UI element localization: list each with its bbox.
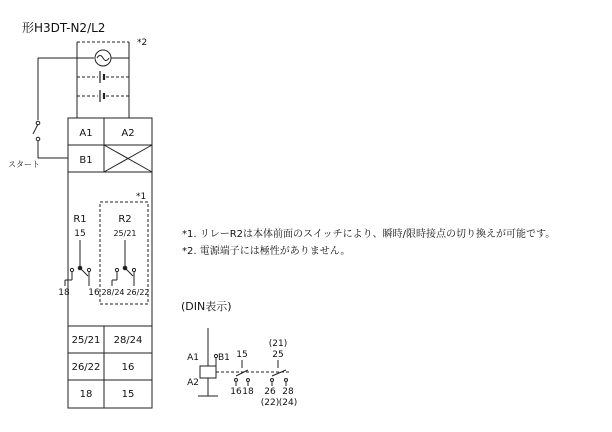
terminal-cell: 18 [79, 389, 93, 400]
relay-r2-no: 26/22 [126, 288, 150, 297]
terminal-cell: 15 [121, 389, 135, 400]
terminal-cell: 25/21 [71, 335, 101, 346]
relay-r1-no: 16 [88, 288, 100, 298]
din-15: 15 [236, 350, 248, 360]
switch-lever-icon [33, 124, 38, 134]
terminal-cell: 28/24 [113, 335, 143, 346]
din-a2: A2 [187, 378, 199, 388]
relay-r1-common: 15 [74, 229, 86, 239]
power-supply [77, 42, 129, 118]
relay-r1-nc: 18 [58, 288, 70, 298]
din-16: 16 [230, 387, 242, 397]
din-title: (DIN表示) [181, 300, 232, 313]
din-25: 25 [272, 350, 284, 360]
coil-icon [200, 366, 216, 378]
relay-mark: *1 [136, 192, 147, 202]
relay-r2-common: 25/21 [113, 229, 137, 238]
start-switch [33, 58, 77, 158]
din-18: 18 [242, 387, 254, 397]
terminal-a2: A2 [121, 128, 135, 139]
terminal-cell: 26/22 [71, 362, 101, 373]
relay-r2-name: R2 [118, 214, 132, 225]
din-28: 28 [282, 387, 294, 397]
din-21: (21) [268, 339, 288, 349]
din-24: (24) [278, 398, 298, 408]
din-a1: A1 [187, 353, 199, 363]
relay-r2-contact [112, 240, 136, 286]
relay-r1-contact [65, 240, 91, 286]
terminal-a1: A1 [79, 128, 93, 139]
note-2: *2. 電源端子には極性がありません。 [182, 246, 351, 257]
start-label: スタート [8, 160, 40, 169]
relay-r2-nc: 28/24 [101, 288, 125, 297]
note-1: *1. リレーR2は本体前面のスイッチにより、瞬時/限時接点の切り換えが可能です。 [182, 229, 556, 240]
relay-r1-name: R1 [73, 214, 87, 225]
din-b1: B1 [218, 353, 230, 363]
model-title: 形H3DT-N2/L2 [22, 21, 106, 35]
supply-note-mark: *2 [137, 38, 148, 48]
terminal-cell: 16 [121, 362, 135, 373]
ac-wave-icon [97, 56, 109, 61]
terminal-b1: B1 [79, 155, 93, 166]
din-22: (22) [260, 398, 280, 408]
din-26: 26 [264, 387, 276, 397]
